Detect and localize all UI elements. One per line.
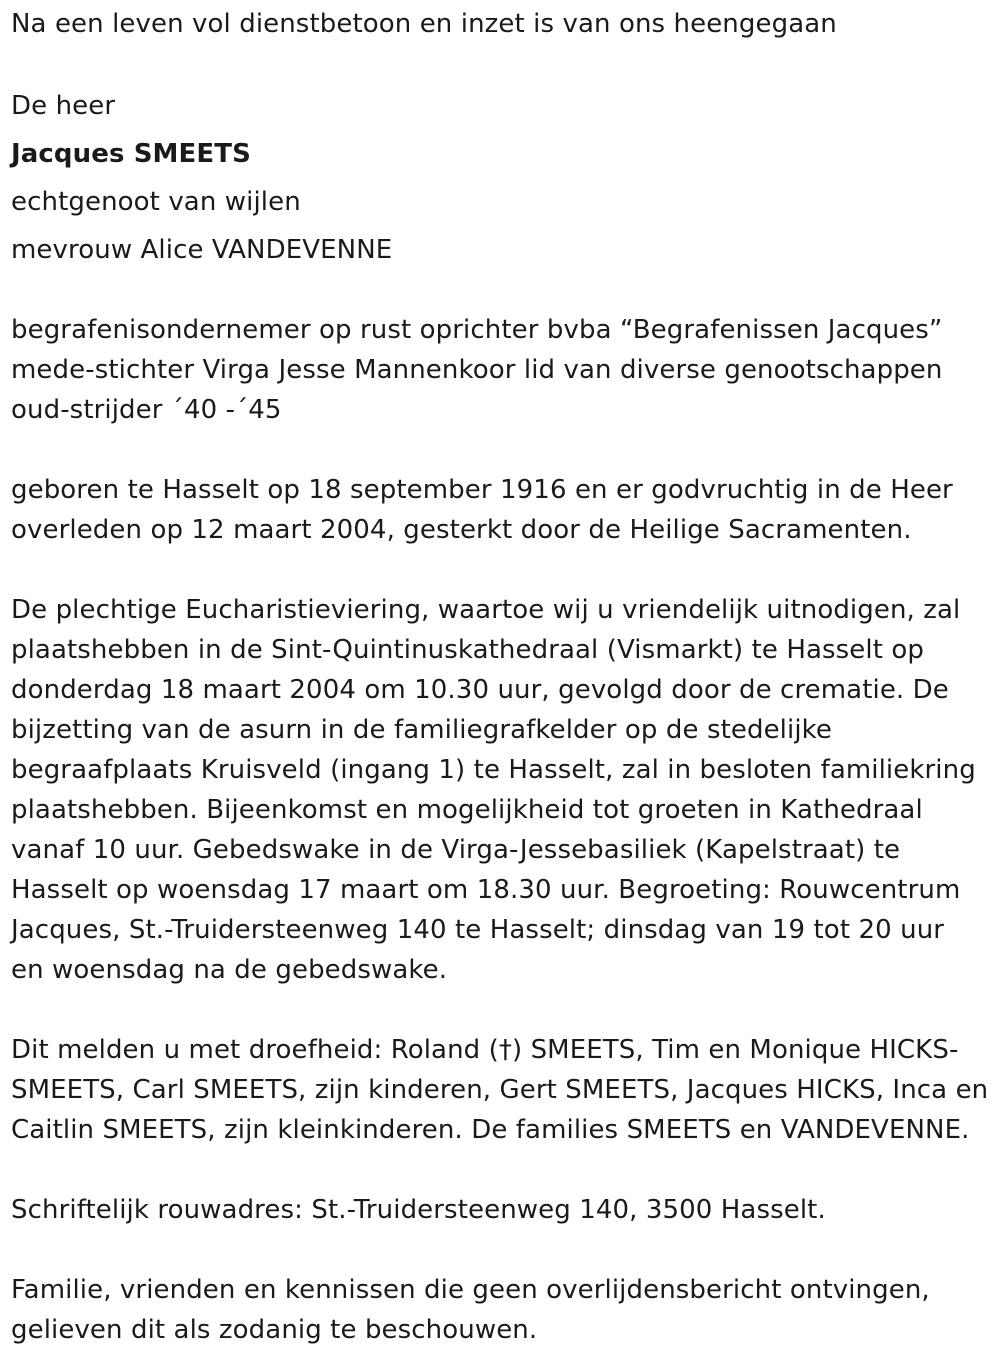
ceremony-line: bijzetting van de asurn in de familiegrafkelder op de stedelijke	[11, 715, 832, 745]
ceremony-line: begraafplaats Kruisveld (ingang 1) te Hasselt, zal in besloten familiekring	[11, 755, 976, 785]
ceremony-line: Hasselt op woensdag 17 maart om 18.30 uur. Begroeting: Rouwcentrum	[11, 875, 961, 905]
titles-line: begrafenisondernemer op rust oprichter bvba “Begrafenissen Jacques”	[11, 315, 943, 345]
closing-line: gelieven dit als zodanig te beschouwen.	[11, 1315, 538, 1345]
titles-line: mede-stichter Virga Jesse Mannenkoor lid van diverse genootschappen	[11, 355, 943, 385]
address-line: Schriftelijk rouwadres: St.-Truidersteenweg 140, 3500 Hasselt.	[11, 1195, 826, 1225]
ceremony-line: donderdag 18 maart 2004 om 10.30 uur, gevolgd door de crematie. De	[11, 675, 949, 705]
spouse-line: echtgenoot van wijlen	[11, 187, 301, 217]
deceased-name: Jacques SMEETS	[11, 139, 251, 169]
announcers-line: SMEETS, Carl SMEETS, zijn kinderen, Gert SMEETS, Jacques HICKS, Inca en	[11, 1075, 989, 1105]
ceremony-line: Jacques, St.-Truidersteenweg 140 te Hasselt; dinsdag van 19 tot 20 uur	[11, 915, 945, 945]
birth-death-line: geboren te Hasselt op 18 september 1916 en er godvruchtig in de Heer	[11, 475, 953, 505]
closing-line: Familie, vrienden en kennissen die geen overlijdensbericht ontvingen,	[11, 1275, 930, 1305]
intro-line: Na een leven vol dienstbetoon en inzet is van ons heengegaan	[11, 9, 837, 39]
announcers-line: Dit melden u met droefheid: Roland (†) SMEETS, Tim en Monique HICKS-	[11, 1035, 959, 1065]
ceremony-line: en woensdag na de gebedswake.	[11, 955, 448, 985]
spouse-name: mevrouw Alice VANDEVENNE	[11, 235, 393, 265]
salutation: De heer	[11, 91, 116, 121]
ceremony-line: plaatshebben in de Sint-Quintinuskathedraal (Vismarkt) te Hasselt op	[11, 635, 924, 665]
ceremony-line: De plechtige Eucharistieviering, waartoe wij u vriendelijk uitnodigen, zal	[11, 595, 961, 625]
announcers-line: Caitlin SMEETS, zijn kleinkinderen. De families SMEETS en VANDEVENNE.	[11, 1115, 970, 1145]
ceremony-line: vanaf 10 uur. Gebedswake in de Virga-Jessebasiliek (Kapelstraat) te	[11, 835, 901, 865]
birth-death-line: overleden op 12 maart 2004, gesterkt door de Heilige Sacramenten.	[11, 515, 912, 545]
titles-line: oud-strijder ´40 -´45	[11, 395, 282, 425]
ceremony-line: plaatshebben. Bijeenkomst en mogelijkheid tot groeten in Kathedraal	[11, 795, 923, 825]
